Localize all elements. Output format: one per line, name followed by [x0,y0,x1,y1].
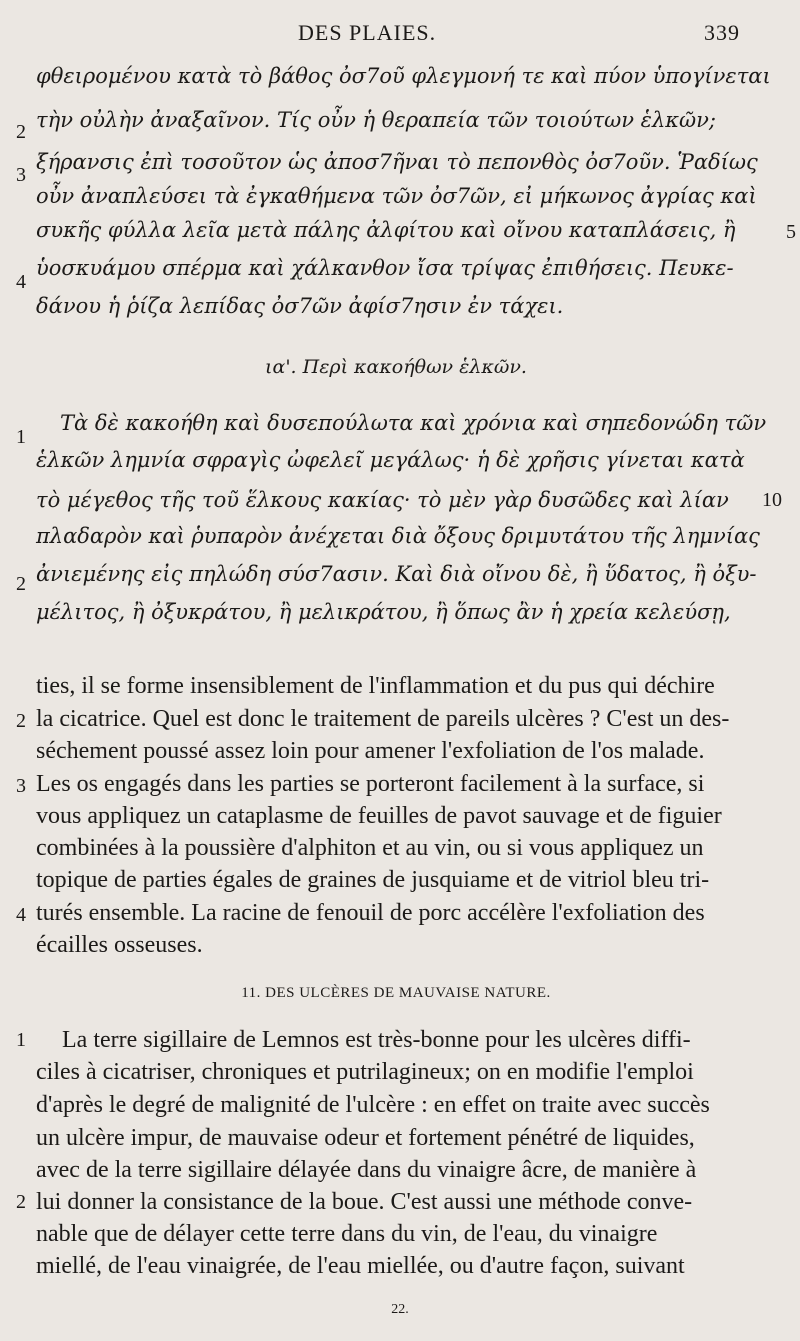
greek-line: τὴν οὐλὴν ἀναξαῖνον. Τίς οὖν ἡ θεραπεία τῶν τοιούτων ἑλκῶν; [36,108,716,132]
french-line: d'après le degré de malignité de l'ulcère : en effet on traite avec succès [36,1092,710,1118]
greek-line: ἀνιεμένης εἰς πηλώδη σύσ7ασιν. Καὶ διὰ οἴνου δὲ, ἢ ὕδατος, ἢ ὀξυ- [36,562,757,586]
greek-margin-number: 2 [16,573,26,595]
french-line: écailles osseuses. [36,932,203,958]
greek-line: φθειρομένου κατὰ τὸ βάθος ὀσ7οῦ φλεγμονή τε καὶ πύον ὑπογίνεται [36,64,771,88]
greek-line: τὸ μέγεθος τῆς τοῦ ἕλκους κακίας· τὸ μὲν γὰρ δυσῶδες καὶ λίαν [36,488,729,512]
french-line: un ulcère impur, de mauvaise odeur et fortement pénétré de liquides, [36,1125,695,1151]
greek-line: συκῆς φύλλα λεῖα μετὰ πάλης ἀλφίτου καὶ οἴνου καταπλάσεις, ἢ [36,218,736,242]
signature-mark: 22. [391,1302,409,1317]
french-line: la cicatrice. Quel est donc le traitement de pareils ulcères ? C'est un des- [36,706,730,732]
greek-line: δάνου ἡ ῥίζα λεπίδας ὀσ7ῶν ἀφίσ7ησιν ἐν τάχει. [36,294,564,318]
french-line: ciles à cicatriser, chroniques et putrilagineux; on en modifie l'emploi [36,1059,694,1085]
greek-margin-number: 1 [16,426,26,448]
greek-line: ὑοσκυάμου σπέρμα καὶ χάλκανθον ἴσα τρίψας ἐπιθήσεις. Πευκε- [36,256,734,280]
french-margin-number: 2 [16,1191,26,1213]
page-number: 339 [704,20,740,45]
greek-line: Τὰ δὲ κακοήθη καὶ δυσεπούλωτα καὶ χρόνια καὶ σηπεδονώδη τῶν [60,411,767,435]
greek-section-heading: ια'. Περὶ κακοήθων ἑλκῶν. [265,356,527,378]
french-line: topique de parties égales de graines de jusquiame et de vitriol bleu tri- [36,867,710,893]
french-margin-number: 3 [16,775,26,797]
greek-right-number: 5 [786,221,796,243]
french-margin-number: 4 [16,904,26,926]
french-line: avec de la terre sigillaire délayée dans du vinaigre âcre, de manière à [36,1157,697,1183]
greek-line: ἑλκῶν λημνία σφραγὶς ὠφελεῖ μεγάλως· ἡ δὲ χρῆσις γίνεται κατὰ [36,448,745,472]
greek-margin-number: 2 [16,121,26,143]
french-line: combinées à la poussière d'alphiton et au vin, ou si vous appliquez un [36,835,704,861]
french-margin-number: 2 [16,710,26,732]
greek-right-number: 10 [762,489,782,511]
greek-line: ξήρανσις ἐπὶ τοσοῦτον ὡς ἀποσ7ῆναι τὸ πεπονθὸς ὀσ7οῦν. Ῥαδίως [36,150,758,174]
greek-line: πλαδαρὸν καὶ ῥυπαρὸν ἀνέχεται διὰ ὄξους δριμυτάτου τῆς λημνίας [36,524,760,548]
french-margin-number: 1 [16,1029,26,1051]
french-line: turés ensemble. La racine de fenouil de porc accélère l'exfoliation des [36,900,705,926]
running-title: DES PLAIES. [298,20,437,45]
french-line: La terre sigillaire de Lemnos est très-bonne pour les ulcères diffi- [62,1027,691,1053]
greek-line: μέλιτος, ἢ ὀξυκράτου, ἢ μελικράτου, ἢ ὅπως ἂν ἡ χρεία κελεύσῃ, [36,600,731,624]
french-line: lui donner la consistance de la boue. C'est aussi une méthode conve- [36,1189,693,1215]
french-line: Les os engagés dans les parties se porteront facilement à la surface, si [36,771,705,797]
french-line: vous appliquez un cataplasme de feuilles de pavot sauvage et de figuier [36,803,722,829]
french-line: séchement poussé assez loin pour amener l'exfoliation de l'os malade. [36,738,705,764]
greek-line: οὖν ἀναπλεύσει τὰ ἐγκαθήμενα τῶν ὀσ7ῶν, εἰ μήκωνος ἀγρίας καὶ [36,184,757,208]
page-header [0,18,800,50]
french-line: nable que de délayer cette terre dans du vin, de l'eau, du vinaigre [36,1221,658,1247]
french-line: miellé, de l'eau vinaigrée, de l'eau miellée, ou d'autre façon, suivant [36,1253,685,1279]
french-line: ties, il se forme insensiblement de l'inflammation et du pus qui déchire [36,673,715,699]
greek-margin-number: 4 [16,271,26,293]
greek-margin-number: 3 [16,164,26,186]
french-section-heading: 11. DES ULCÈRES DE MAUVAISE NATURE. [241,985,551,1001]
